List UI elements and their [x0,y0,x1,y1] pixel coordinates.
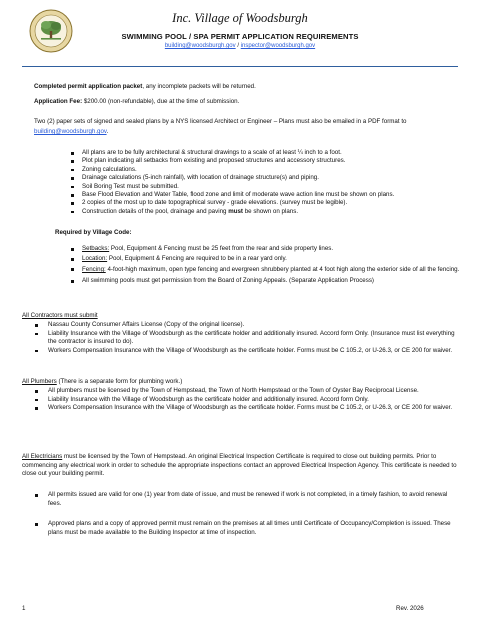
header-divider [22,66,458,67]
fencing-text: 4-foot-high maximum, open type fencing and evergreen shrubbery planted at 4 foot high along the exterior side of all the fencing. [105,266,460,274]
list-item: Drainage calculations (5-inch rainfall), with location of drainage structure(s) and piping. [68,174,460,182]
list-item: Workers Compensation Insurance with the Village of Woodsburgh as the certificate holder. Forms must be C 105.2, or U-26.3, or CE 200 for waiver. [32,347,458,356]
list-item: Workers Compensation Insurance with the Village of Woodsburgh as the certificate holder. Forms must be C 105.2, or U-26.3, or CE 200 for waiver. [32,404,458,413]
revision-label: Rev. 2026 [396,605,424,612]
final-notes-list-2 [32,520,456,537]
list-item [68,208,460,216]
list-item: All permits issued are valid for one (1) year from date of issue, and must be renewed if work is not completed, in a timely fashion, to avoid renewal fees. [32,491,456,508]
page-number: 1 [22,605,26,612]
plans-period: . [106,128,109,135]
completed-packet-label: Completed permit application packet [34,83,143,90]
plumbers-heading-line [22,378,182,387]
setbacks-item [68,245,460,254]
plans-text: Two (2) paper sets of signed and sealed plans by a NYS licensed Architect or Engineer – Plans must also be emailed in a PDF format to [34,118,407,125]
application-fee-text: $200.00 (non-refundable), due at the time of submission. [82,98,240,105]
list-item: All plumbers must be licensed by the Town of Hempstead, the Town of North Hempstead or the Town of Oyster Bay Reciprocal License. [32,387,458,396]
list-item: All plans are to be fully architectural & structural drawings to a scale of at least ¼ inch to a foot. [68,149,460,157]
list-item: 2 copies of the most up to date topographical survey - grade elevations. (survey must be legible). [68,199,460,207]
fencing-label: Fencing: [82,266,106,274]
application-fee-line [34,98,454,107]
list-item: Liability Insurance with the Village of Woodsburgh as the certificate holder and additionally insured. Accord form Only. (Insurance must list everything the contractor is insured to do). [32,330,458,347]
plumbers-note: (There is a separate form for plumbing work.) [56,378,183,385]
application-fee-label: Application Fee: [34,98,83,105]
electricians-text: must be licensed by the Town of Hempstead. An original Electrical Inspection Certificate is required to close out building permits. Prior to commencing any electrical work in order to schedule the appropriate inspections contact an approved Electrical Inspection Agency. This certificate is needed to close out your building permit. [22,453,457,478]
inspector-email-link[interactable]: inspector@woodsburgh.gov [240,43,316,49]
location-label: Location: [82,255,108,263]
construction-must: must [228,207,243,215]
email-separator: / [235,43,241,49]
location-item [68,255,460,264]
plan-requirements-list [68,149,460,216]
electricians-paragraph [22,453,458,479]
list-item: Soil Boring Test must be submitted. [68,183,460,191]
construction-text-a: Construction details of the pool, drainage and paving [82,207,229,215]
list-item: Zoning calculations. [68,166,460,174]
final-notes-list [32,491,456,508]
zoning-appeals-item: All swimming pools must get permission from the Board of Zoning Appeals. (Separate Application Process) [68,277,460,286]
list-item: Approved plans and a copy of approved permit must remain on the premises at all times until Certificate of Occupancy/Completion is issued. These plans must be made available to the Building Inspector at time of inspection. [32,520,456,537]
contractors-heading: All Contractors must submit [22,312,98,319]
list-item: Plot plan indicating all setbacks from existing and proposed structures and accessory structures. [68,157,460,165]
completed-packet-line [34,83,454,92]
setbacks-text: Pool, Equipment & Fencing must be 25 feet from the rear and side property lines. [109,245,334,252]
plumbers-list [32,387,458,413]
location-text: Pool, Equipment & Fencing are required to be in a rear yard only. [107,255,287,263]
list-item: Nassau County Consumer Affairs License (Copy of the original license). [32,321,458,330]
building-email-link[interactable]: building@woodsburgh.gov [164,43,236,49]
plumbers-heading: All Plumbers [22,378,57,385]
plans-email-link[interactable]: building@woodsburgh.gov [34,128,107,135]
setbacks-label: Setbacks: [82,245,110,252]
electricians-heading: All Electricians [22,453,63,460]
contractors-list [32,321,458,355]
village-title: Inc. Village of Woodsburgh [172,11,308,25]
contact-emails [0,43,480,49]
list-item: Liability Insurance with the Village of Woodsburgh as the certificate holder and additionally insured. Accord form Only. [32,396,458,405]
village-code-heading: Required by Village Code: [55,229,132,236]
village-code-list [68,245,460,287]
construction-text-b: be shown on plans. [243,207,299,215]
list-item: Base Flood Elevation and Water Table, flood zone and limit of moderate wave action line must be shown on plans. [68,191,460,199]
completed-packet-text: , any incomplete packets will be returned. [142,83,256,90]
plans-paragraph [34,117,454,137]
fencing-item [68,265,460,275]
document-title: SWIMMING POOL / SPA PERMIT APPLICATION REQUIREMENTS [121,32,359,41]
